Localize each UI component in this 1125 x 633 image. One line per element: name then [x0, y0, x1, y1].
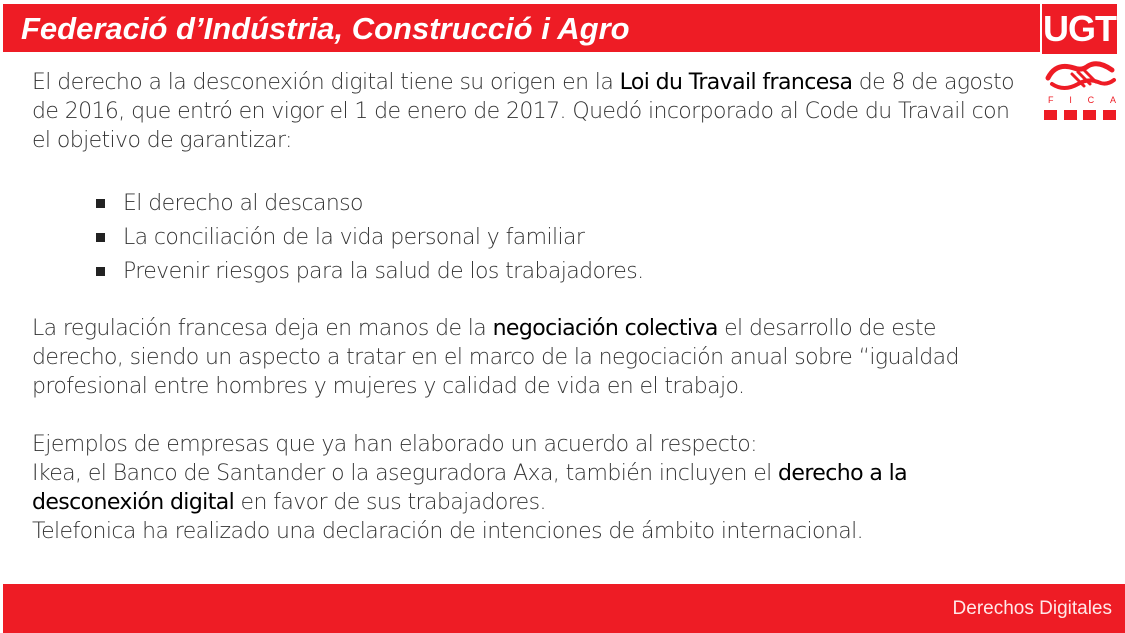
- regulation-highlight: negociación colectiva: [492, 316, 718, 341]
- bullet-item: [96, 187, 1022, 221]
- logo-square: [1064, 110, 1077, 120]
- fica-letters: [1048, 95, 1116, 105]
- ugt-logo-text: UGT: [1042, 4, 1117, 54]
- footer-bar: [3, 584, 1125, 633]
- regulation-text: La regulación francesa deja en manos de la: [32, 316, 493, 341]
- logo-letter: F: [1048, 95, 1054, 105]
- bullet-square-icon: [96, 233, 105, 242]
- bullet-item: [96, 255, 1022, 289]
- slide-content: [32, 68, 1022, 546]
- paragraph-intro: [32, 68, 1022, 155]
- examples-text-end: en favor de sus trabajadores.: [234, 490, 546, 515]
- examples-text: Ikea, el Banco de Santander o la aseguradora Axa, también incluyen el: [32, 461, 779, 486]
- logo-letter: C: [1087, 95, 1095, 105]
- examples-highlight: derecho a la desconexión digital: [32, 461, 908, 515]
- bullet-square-icon: [96, 199, 105, 208]
- handshake-icon: [1042, 56, 1118, 96]
- bullet-item: [96, 221, 1022, 255]
- logo-letter: A: [1109, 95, 1116, 105]
- bullet-text: La conciliación de la vida personal y familiar: [123, 225, 585, 250]
- logo-square: [1083, 110, 1096, 120]
- footer-label: Derechos Digitales: [952, 598, 1112, 619]
- logo-letter: I: [1069, 95, 1072, 105]
- logo-squares: [1044, 110, 1116, 120]
- ugt-fica-logo: [1042, 2, 1120, 124]
- bullet-list: [32, 187, 1022, 289]
- bullet-text: El derecho al descanso: [123, 191, 363, 216]
- logo-square: [1044, 110, 1057, 120]
- paragraph-telefonica: Telefonica ha realizado una declaración de intenciones de ámbito internacional.: [32, 519, 863, 544]
- paragraph-examples-heading: Ejemplos de empresas que ya han elaborado un acuerdo al respecto:: [32, 432, 757, 457]
- bullet-square-icon: [96, 267, 105, 276]
- header-bar: [3, 4, 1040, 52]
- intro-highlight: Loi du Travail francesa: [619, 70, 853, 95]
- intro-text: El derecho a la desconexión digital tiene su origen en la: [32, 70, 620, 95]
- logo-square: [1103, 110, 1116, 120]
- intro-text-end: de 8 de agosto de 2016, que entró en vigor el 1 de enero de 2017. Quedó incorporado al Code du Travail con el objetivo de garantizar:: [32, 70, 1015, 153]
- header-title: Federació d’Indústria, Construcció i Agro: [21, 11, 630, 46]
- bullet-text: Prevenir riesgos para la salud de los trabajadores.: [123, 259, 644, 284]
- paragraph-examples: [32, 459, 1022, 517]
- regulation-text-end: el desarrollo de este derecho, siendo un aspecto a tratar en el marco de la negociación anual sobre “igualdad profesional entre hombres y mujeres y calidad de vida en el trabajo.: [32, 316, 959, 399]
- paragraph-regulation: [32, 314, 1022, 401]
